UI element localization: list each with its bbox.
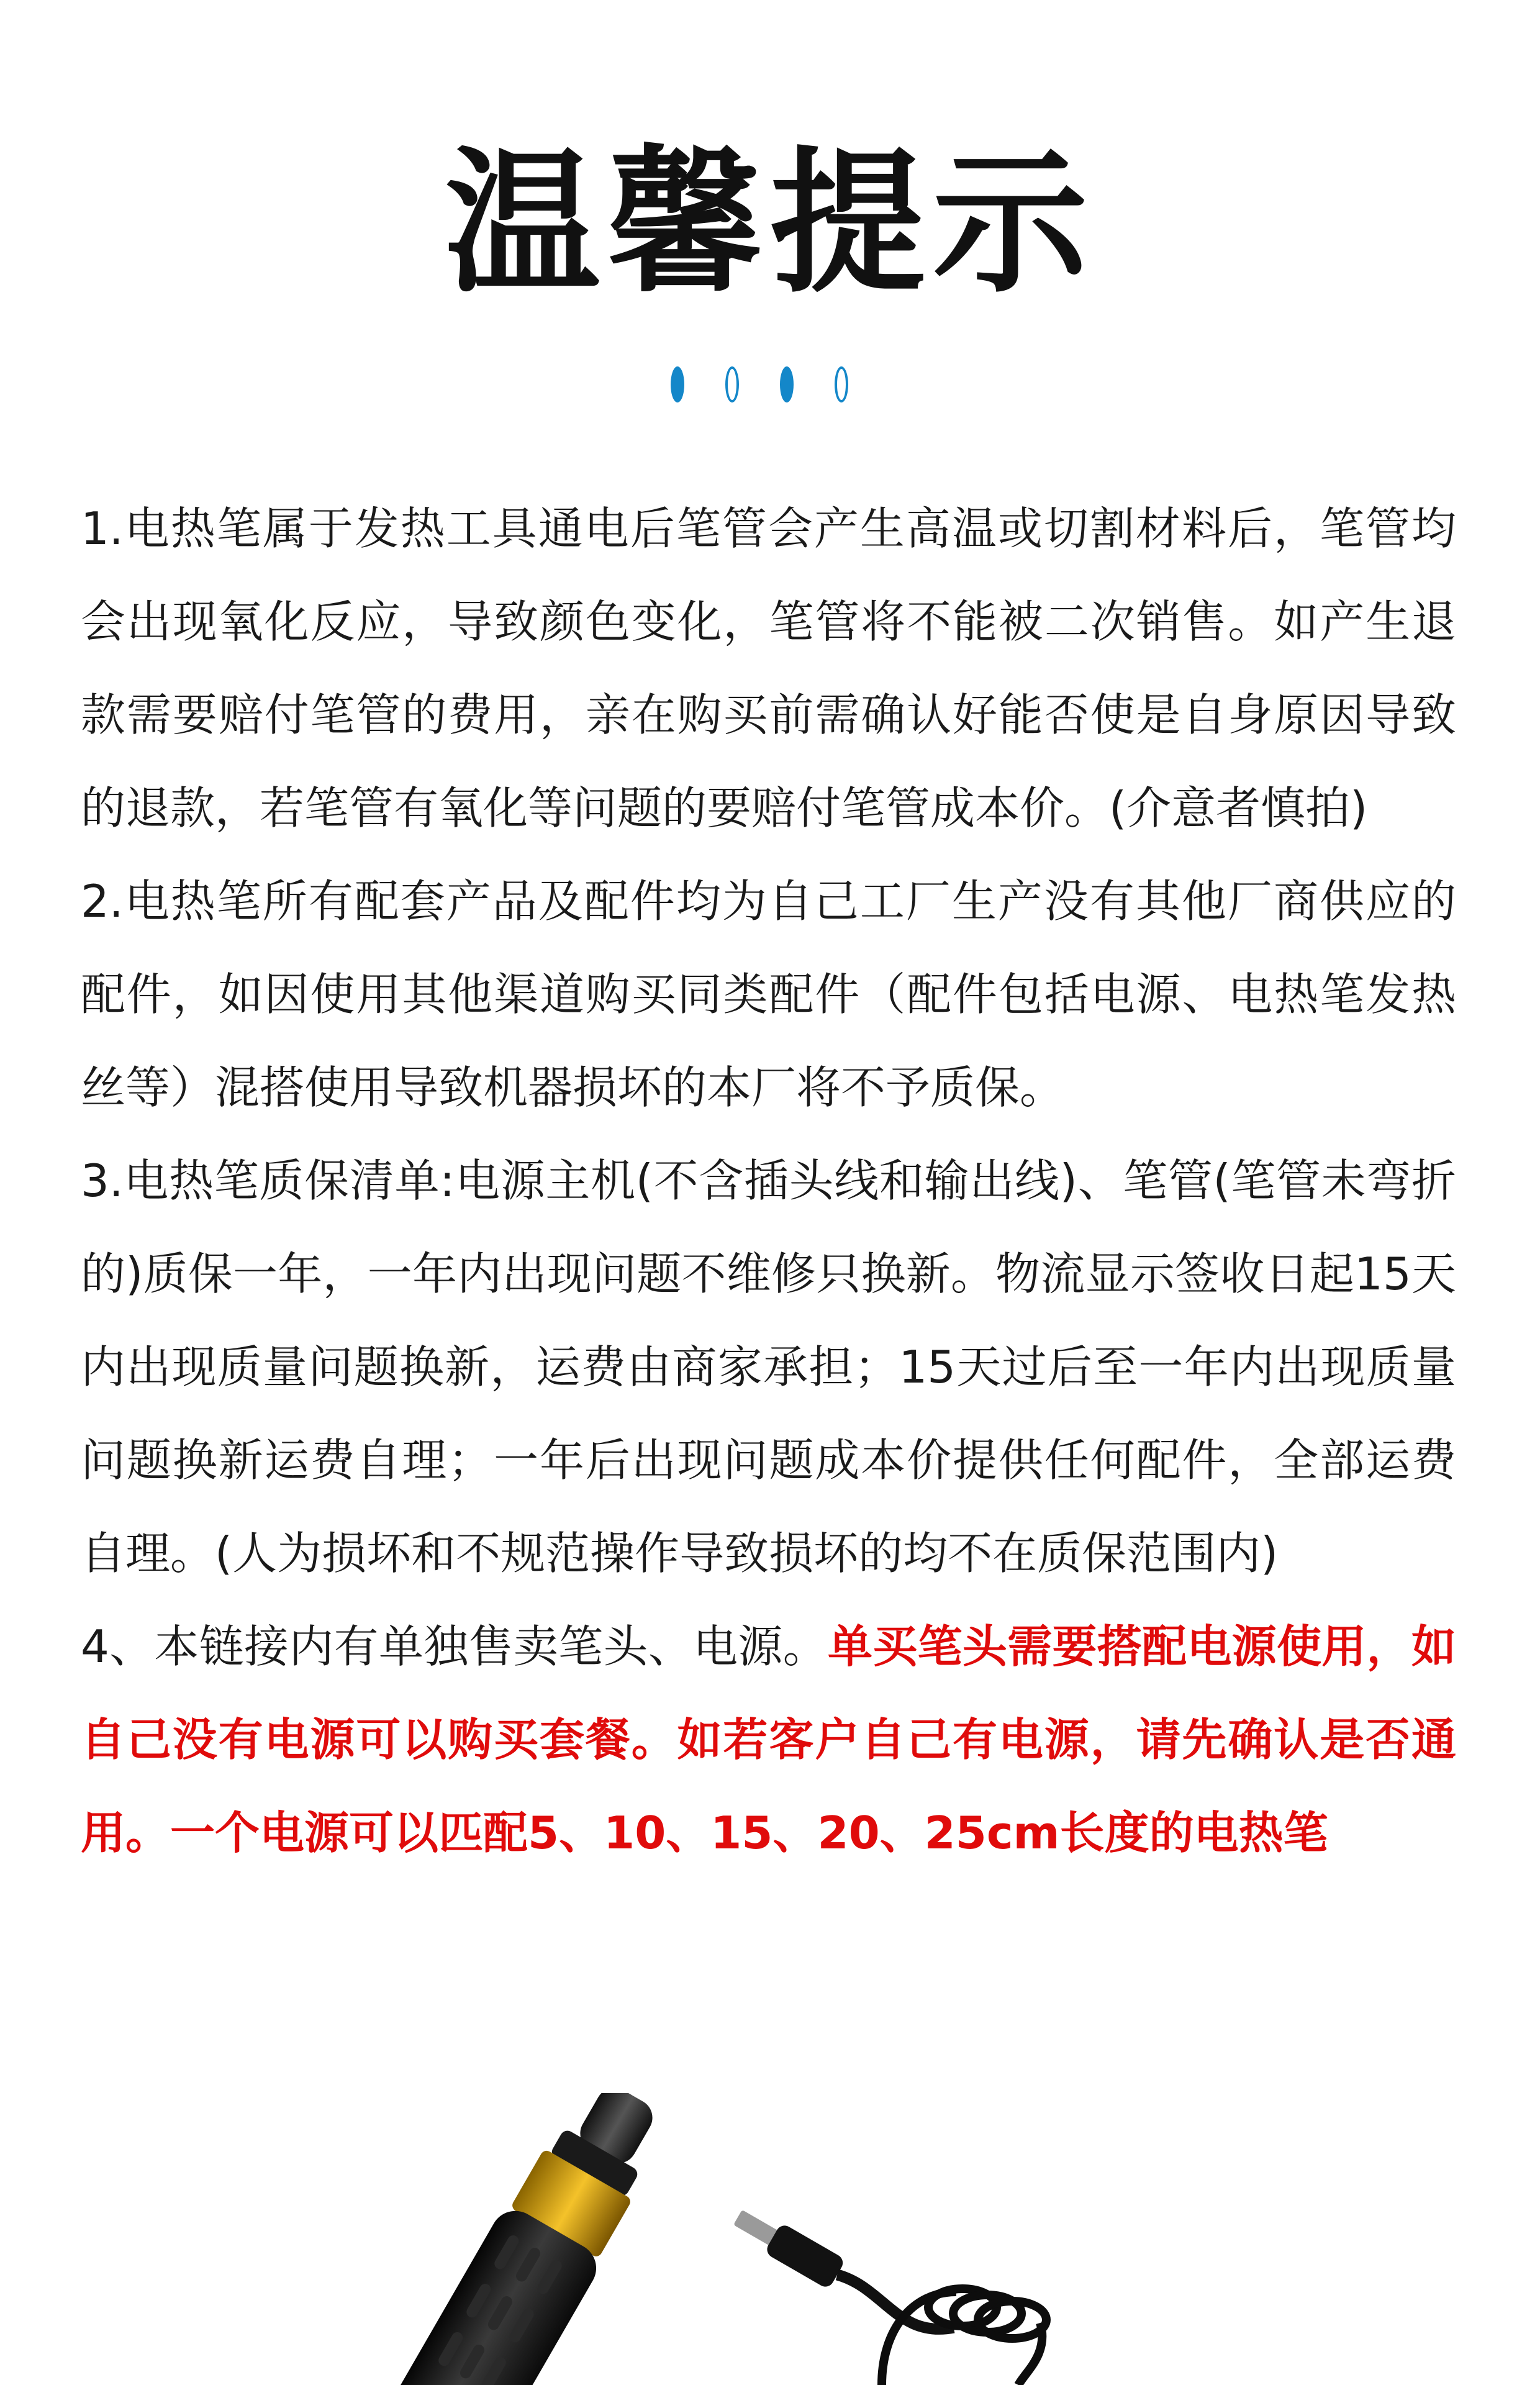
notice-item-2: 2.电热笔所有配套产品及配件均为自己工厂生产没有其他厂商供应的配件，如因使用其他渠道购买同类配件（配件包括电源、电热笔发热丝等）混搭使用导致机器损坏的本厂将不予质保。 <box>81 875 1456 1114</box>
decorative-dots <box>671 366 869 410</box>
dot-hollow-icon <box>725 366 739 402</box>
notice-item-4-highlight: 单买笔头需要搭配电源使用，如自己没有电源可以购买套餐。如若客户自己有电源，请先确认是否通用。一个电源可以匹配5、10、15、20、25cm长度的电热笔 <box>81 1620 1456 1859</box>
dot-filled-icon <box>671 366 684 402</box>
notice-item-4 <box>81 1600 1456 1879</box>
notice-item-3: 3.电热笔质保清单:电源主机(不含插头线和输出线)、笔管(笔管未弯折的)质保一年，一年内出现问题不维修只换新。物流显示签收日起15天内出现质量问题换新，运费由商家承担；15天过后至一年内出现质量问题换新运费自理；一年后出现问题成本价提供任何配件，全部运费自理。(人为损坏和不规范操作导致损坏的均不在质保范围内) <box>81 1155 1456 1579</box>
dot-hollow-icon <box>835 366 848 402</box>
product-image <box>0 2093 1540 2385</box>
notice-content <box>81 482 1456 1879</box>
dot-filled-icon <box>780 366 794 402</box>
notice-item-1: 1.电热笔属于发热工具通电后笔管会产生高温或切割材料后，笔管均会出现氧化反应，导致颜色变化，笔管将不能被二次销售。如产生退款需要赔付笔管的费用，亲在购买前需确认好能否使是自身原因导致的退款，若笔管有氧化等问题的要赔付笔管成本价。(介意者慎拍) <box>81 502 1456 834</box>
coiled-cable <box>882 2289 1046 2385</box>
page-title: 温馨提示 <box>445 133 1095 314</box>
notice-item-4-text: 4、本链接内有单独售卖笔头、电源。 <box>81 1620 828 1673</box>
heat-pen-product-icon <box>0 2093 1540 2385</box>
